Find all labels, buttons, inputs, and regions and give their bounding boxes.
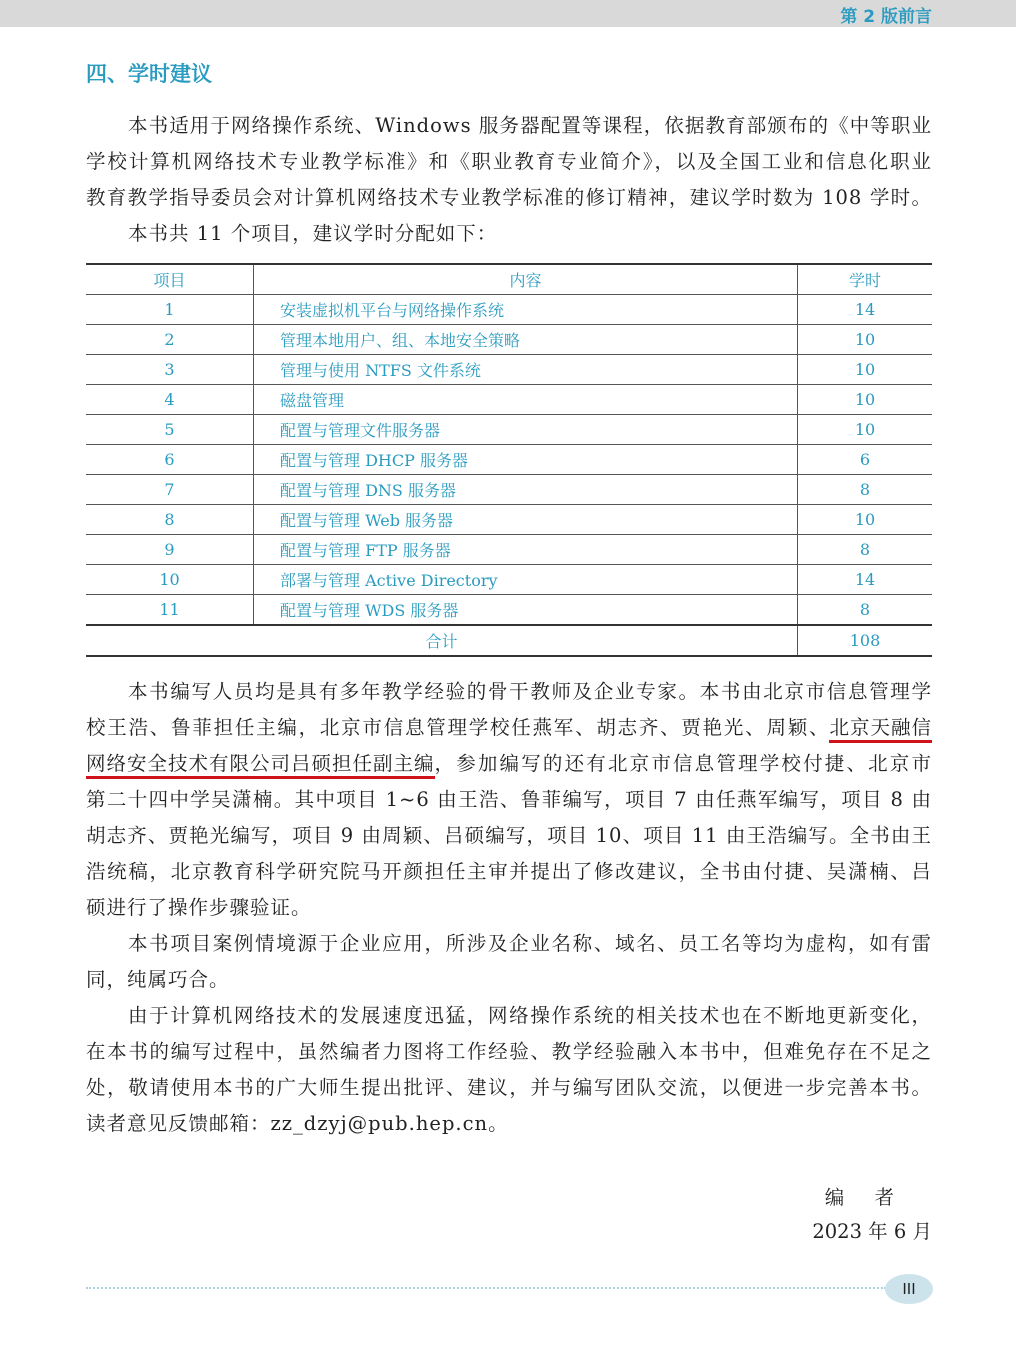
row-content: 配置与管理 Web 服务器 xyxy=(254,505,798,535)
row-hours: 6 xyxy=(798,445,933,475)
chapter-title: 第 2 版前言 xyxy=(840,7,932,27)
table-row xyxy=(86,535,932,565)
row-hours: 10 xyxy=(798,385,933,415)
row-content: 安装虚拟机平台与网络操作系统 xyxy=(254,295,798,325)
footer-divider xyxy=(86,1287,886,1289)
row-hours: 14 xyxy=(798,565,933,595)
paragraph-line: 由于计算机网络技术的发展速度迅猛，网络操作系统的相关技术也在不断地更新变化， xyxy=(128,1004,932,1027)
paragraph-line: 本书项目案例情境源于企业应用，所涉及企业名称、域名、员工名等均为虚构，如有雷 xyxy=(128,932,932,955)
paragraph-line: 本书编写人员均是具有多年教学经验的骨干教师及企业专家。本书由北京市信息管理学 xyxy=(128,680,932,703)
paragraph-line: 第二十四中学吴潇楠。其中项目 1~6 由王浩、鲁菲编写，项目 7 由任燕军编写，项目 8 由 xyxy=(86,788,932,811)
row-hours: 10 xyxy=(798,325,933,355)
page-number: III xyxy=(885,1274,933,1304)
section-title: 四、学时建议 xyxy=(86,62,212,86)
paragraph-line: 处，敬请使用本书的广大师生提出批评、建议，并与编写团队交流，以便进一步完善本书。 xyxy=(86,1076,932,1099)
text-segment: ，参加编写的还有北京市信息管理学校付捷、北京市 xyxy=(434,752,932,775)
row-content: 管理与使用 NTFS 文件系统 xyxy=(254,355,798,385)
underlined-text: 网络安全技术有限公司吕硕担任副主编 xyxy=(86,749,435,779)
table-row xyxy=(86,415,932,445)
row-content: 配置与管理 WDS 服务器 xyxy=(254,595,798,626)
table-row xyxy=(86,565,932,595)
row-number: 7 xyxy=(86,475,254,505)
paragraph-line: 学校计算机网络技术专业教学标准》和《职业教育专业简介》，以及全国工业和信息化职业 xyxy=(86,150,932,173)
row-hours: 8 xyxy=(798,475,933,505)
row-number: 1 xyxy=(86,295,254,325)
table-row xyxy=(86,505,932,535)
paragraph-line: 同，纯属巧合。 xyxy=(86,968,230,991)
row-number: 6 xyxy=(86,445,254,475)
table-row xyxy=(86,295,932,325)
row-hours: 10 xyxy=(798,355,933,385)
signature: 编 者 xyxy=(824,1186,906,1209)
row-hours: 10 xyxy=(798,505,933,535)
hours-table xyxy=(86,263,932,657)
row-number: 5 xyxy=(86,415,254,445)
column-header: 内容 xyxy=(254,264,798,295)
row-content: 磁盘管理 xyxy=(254,385,798,415)
row-hours: 8 xyxy=(798,535,933,565)
row-content: 部署与管理 Active Directory xyxy=(254,565,798,595)
row-content: 管理本地用户、组、本地安全策略 xyxy=(254,325,798,355)
row-content: 配置与管理 FTP 服务器 xyxy=(254,535,798,565)
table-row xyxy=(86,445,932,475)
row-hours: 8 xyxy=(798,595,933,626)
row-hours: 10 xyxy=(798,415,933,445)
table-row xyxy=(86,595,932,626)
column-header: 学时 xyxy=(798,264,933,295)
paragraph-line xyxy=(86,713,932,743)
paragraph-line: 硕进行了操作步骤验证。 xyxy=(86,896,312,919)
total-label: 合计 xyxy=(86,625,798,656)
paragraph-line xyxy=(86,749,932,779)
row-number: 9 xyxy=(86,535,254,565)
row-number: 3 xyxy=(86,355,254,385)
paragraph-line: 浩统稿，北京教育科学研究院马开颜担任主审并提出了修改建议，全书由付捷、吴潇楠、吕 xyxy=(86,860,932,883)
row-content: 配置与管理 DHCP 服务器 xyxy=(254,445,798,475)
row-content: 配置与管理 DNS 服务器 xyxy=(254,475,798,505)
underlined-text: 北京天融信 xyxy=(829,713,932,743)
total-value: 108 xyxy=(798,625,933,656)
row-number: 2 xyxy=(86,325,254,355)
paragraph-line: 胡志齐、贾艳光编写，项目 9 由周颖、吕硕编写，项目 10、项目 11 由王浩编写。全书由王 xyxy=(86,824,932,847)
paragraph-line: 在本书的编写过程中，虽然编者力图将工作经验、教学经验融入本书中，但难免存在不足之 xyxy=(86,1040,932,1063)
row-number: 8 xyxy=(86,505,254,535)
row-content: 配置与管理文件服务器 xyxy=(254,415,798,445)
row-number: 10 xyxy=(86,565,254,595)
feedback-email: 读者意见反馈邮箱：zz_dzyj@pub.hep.cn。 xyxy=(86,1112,509,1135)
table-row xyxy=(86,475,932,505)
table-row xyxy=(86,385,932,415)
paragraph-line: 本书共 11 个项目，建议学时分配如下： xyxy=(128,222,498,245)
table-header-row xyxy=(86,264,932,295)
table-row xyxy=(86,325,932,355)
row-number: 4 xyxy=(86,385,254,415)
text-segment: 校王浩、鲁菲担任主编，北京市信息管理学校任燕军、胡志齐、贾艳光、周颖、 xyxy=(86,716,830,739)
row-number: 11 xyxy=(86,595,254,626)
row-hours: 14 xyxy=(798,295,933,325)
paragraph-line: 本书适用于网络操作系统、Windows 服务器配置等课程，依据教育部颁布的《中等职业 xyxy=(128,114,932,137)
column-header: 项目 xyxy=(86,264,254,295)
table-total-row xyxy=(86,625,932,656)
paragraph-line: 教育教学指导委员会对计算机网络技术专业教学标准的修订精神，建议学时数为 108 学时。 xyxy=(86,186,932,209)
date: 2023 年 6 月 xyxy=(812,1220,932,1243)
table-row xyxy=(86,355,932,385)
